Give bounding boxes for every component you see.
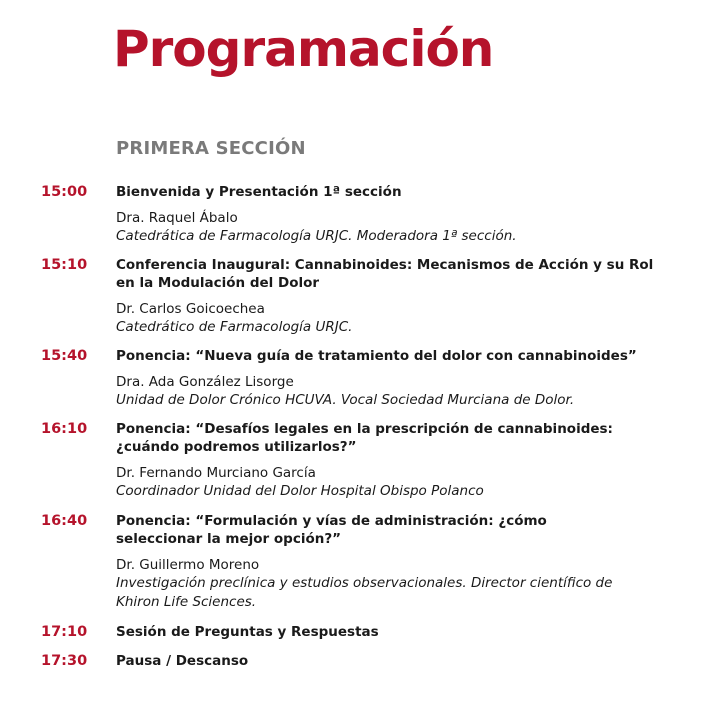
entry-time: 16:40: [41, 513, 88, 529]
entry-title: Conferencia Inaugural: Cannabinoides: Mecanismos de Acción y su Rol en la Modulación del Dolor: [116, 257, 654, 291]
entry-speaker: Dr. Guillermo Moreno: [116, 557, 260, 573]
section-title: PRIMERA SECCIÓN: [116, 138, 306, 159]
entry-content: [116, 183, 676, 246]
entry-title: Bienvenida y Presentación 1ª sección: [116, 184, 402, 200]
entry-speaker: Dr. Fernando Murciano García: [116, 465, 316, 481]
entry-title: Ponencia: “Desafíos legales en la prescripción de cannabinoides: ¿cuándo podremos utilizarlos?”: [116, 421, 613, 455]
entry-title: Sesión de Preguntas y Respuestas: [116, 624, 379, 640]
entry-affiliation: Catedrático de Farmacología URJC.: [116, 319, 353, 335]
entry-affiliation: Catedrática de Farmacología URJC. Moderadora 1ª sección.: [116, 228, 517, 244]
page-title: Programación: [113, 20, 494, 78]
entry-content: [116, 512, 616, 612]
entry-affiliation: Unidad de Dolor Crónico HCUVA. Vocal Sociedad Murciana de Dolor.: [116, 392, 575, 408]
entry-time: 15:40: [41, 348, 88, 364]
entry-content: [116, 347, 676, 410]
entry-title: Ponencia: “Formulación y vías de administración: ¿cómo seleccionar la mejor opción?”: [116, 513, 547, 547]
entry-affiliation: Investigación preclínica y estudios observacionales. Director científico de Khiron Life Sciences.: [116, 575, 613, 610]
entry-time: 17:10: [41, 624, 88, 640]
entry-speaker: Dra. Ada González Lisorge: [116, 374, 294, 390]
entry-content: [116, 652, 676, 670]
entry-time: 15:10: [41, 257, 88, 273]
entry-title: Pausa / Descanso: [116, 653, 249, 669]
entry-content: [116, 420, 676, 501]
entry-time: 17:30: [41, 653, 88, 669]
entry-time: 16:10: [41, 421, 88, 437]
entry-content: [116, 623, 676, 641]
entry-time: 15:00: [41, 184, 88, 200]
entry-speaker: Dr. Carlos Goicoechea: [116, 301, 265, 317]
entry-affiliation: Coordinador Unidad del Dolor Hospital Obispo Polanco: [116, 483, 484, 499]
entry-title: Ponencia: “Nueva guía de tratamiento del dolor con cannabinoides”: [116, 348, 637, 364]
entry-content: [116, 256, 676, 337]
entry-speaker: Dra. Raquel Ábalo: [116, 210, 238, 226]
